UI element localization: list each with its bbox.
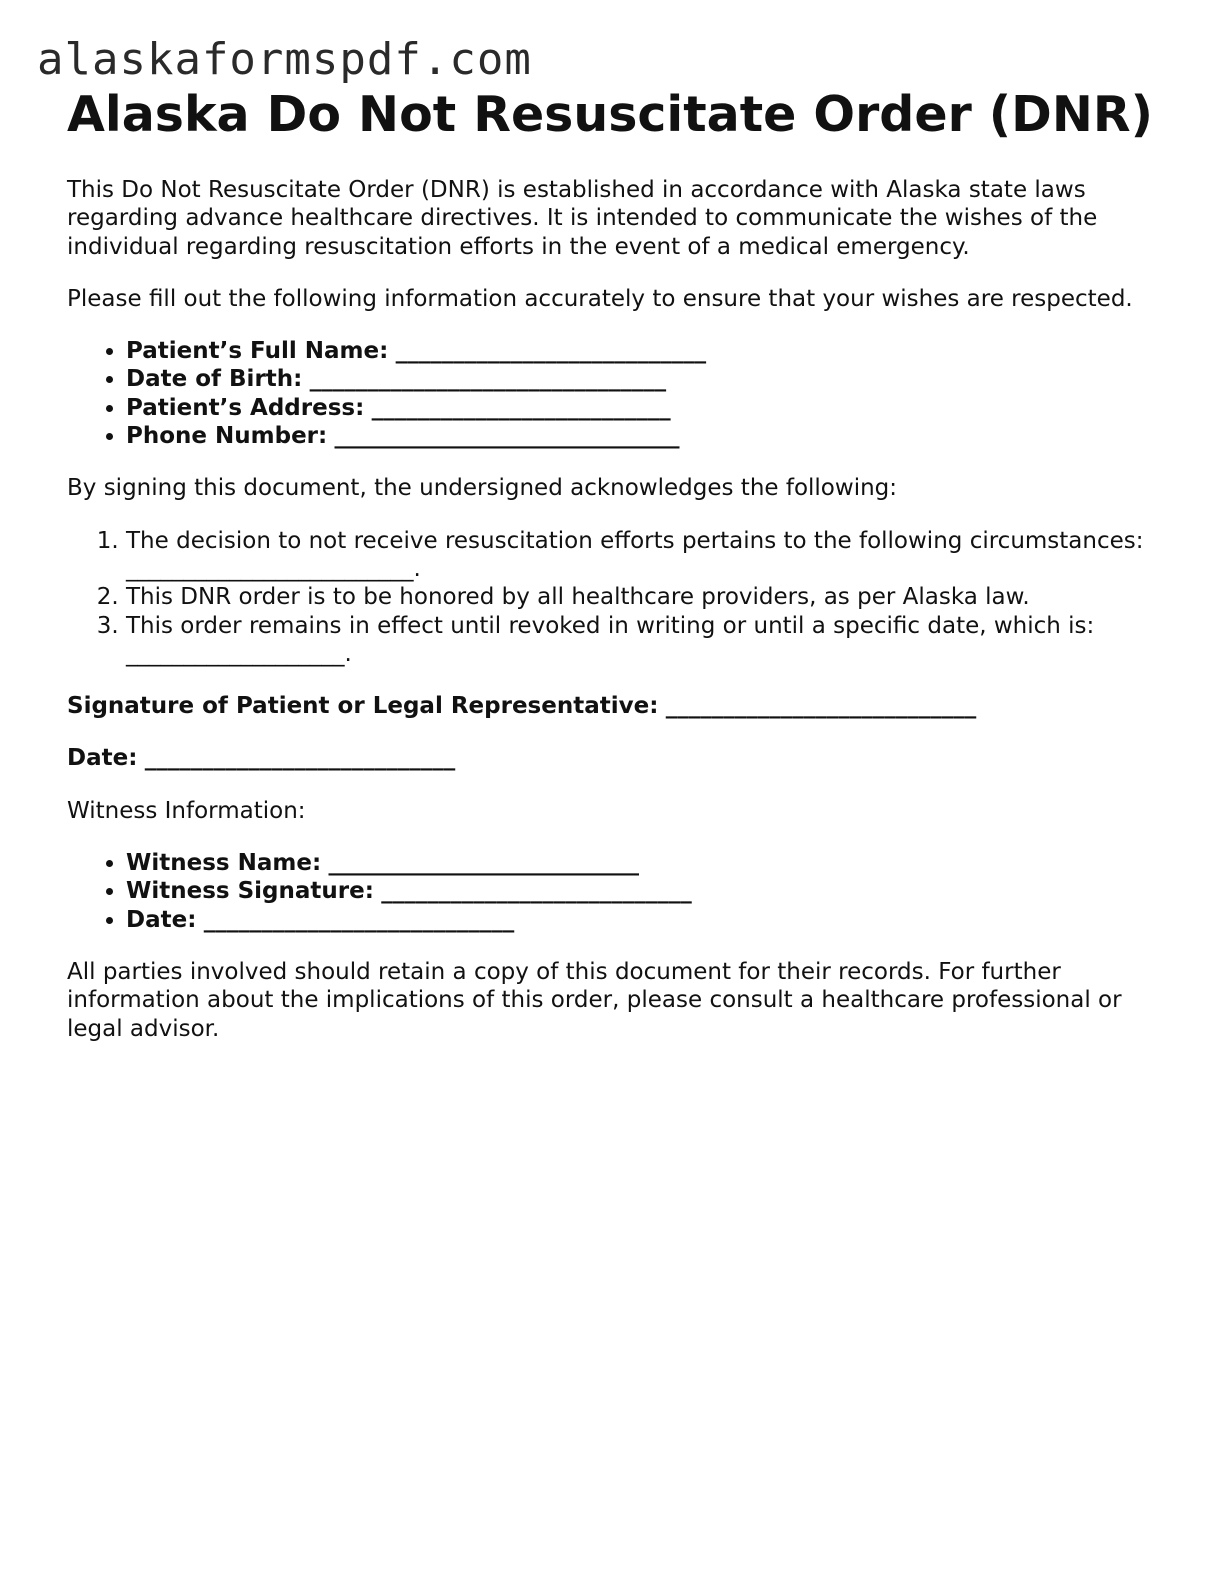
field-blank[interactable]: ___________________________ [381, 878, 692, 905]
fill-instructions: Please fill out the following information accurately to ensure that your wishes are respected. [67, 285, 1133, 312]
field-label: Patient’s Full Name: [126, 338, 389, 365]
witness-info-list [67, 849, 1177, 934]
phone-number-field [126, 422, 1177, 450]
field-label: Patient’s Address: [126, 394, 365, 421]
signature-blank[interactable]: ___________________________ [665, 693, 977, 720]
signature-date-line [67, 744, 1177, 772]
term-item: 1. The decision to not receive resuscitation efforts pertains to the following circumstances: _________________________. [126, 527, 1177, 584]
patient-full-name-field [126, 337, 1177, 365]
patient-info-list [67, 337, 1177, 450]
term-item: 3. This order remains in effect until revoked in writing or until a specific date, which is: ___________________. [126, 612, 1177, 669]
witness-heading: Witness Information: [67, 797, 306, 824]
field-blank[interactable]: ___________________________ [395, 338, 707, 365]
witness-name-field [126, 849, 1177, 877]
dnr-form-page [67, 86, 1177, 1043]
patient-signature-line [67, 692, 1177, 720]
page-title: Alaska Do Not Resuscitate Order (DNR) [67, 86, 1153, 143]
acknowledgement-intro: By signing this document, the undersigned acknowledges the following: [67, 475, 898, 502]
field-label: Phone Number: [126, 423, 328, 450]
field-blank[interactable]: ___________________________ [328, 850, 639, 877]
field-label: Date: [126, 906, 197, 933]
patient-address-field [126, 394, 1177, 422]
field-blank[interactable]: _______________________________ [309, 366, 667, 393]
witness-date-field [126, 906, 1177, 934]
intro-paragraph: This Do Not Resuscitate Order (DNR) is established in accordance with Alaska state laws regarding advance healthcare directives. It is intended to communicate the wishes of the individual regarding resuscitation efforts in the event of a medical emergency. [67, 177, 1098, 260]
signature-label: Signature of Patient or Legal Representative: [67, 693, 659, 720]
field-label: Witness Name: [126, 850, 322, 877]
date-label: Date: [67, 745, 138, 772]
terms-list [67, 527, 1177, 668]
date-blank[interactable]: ___________________________ [144, 745, 456, 772]
term-item: 2. This DNR order is to be honored by all healthcare providers, as per Alaska law. [126, 583, 1177, 611]
watermark-site-name: alaskaformspdf.com [37, 34, 532, 85]
witness-signature-field [126, 877, 1177, 905]
field-label: Date of Birth: [126, 366, 303, 393]
date-of-birth-field [126, 365, 1177, 393]
closing-paragraph: All parties involved should retain a copy of this document for their records. For further information about the implications of this order, please consult a healthcare professional or legal advisor. [67, 958, 1122, 1042]
field-blank[interactable]: __________________________ [371, 394, 671, 421]
field-blank[interactable]: ______________________________ [334, 423, 680, 450]
field-label: Witness Signature: [126, 878, 374, 905]
field-blank[interactable]: ___________________________ [203, 906, 515, 933]
